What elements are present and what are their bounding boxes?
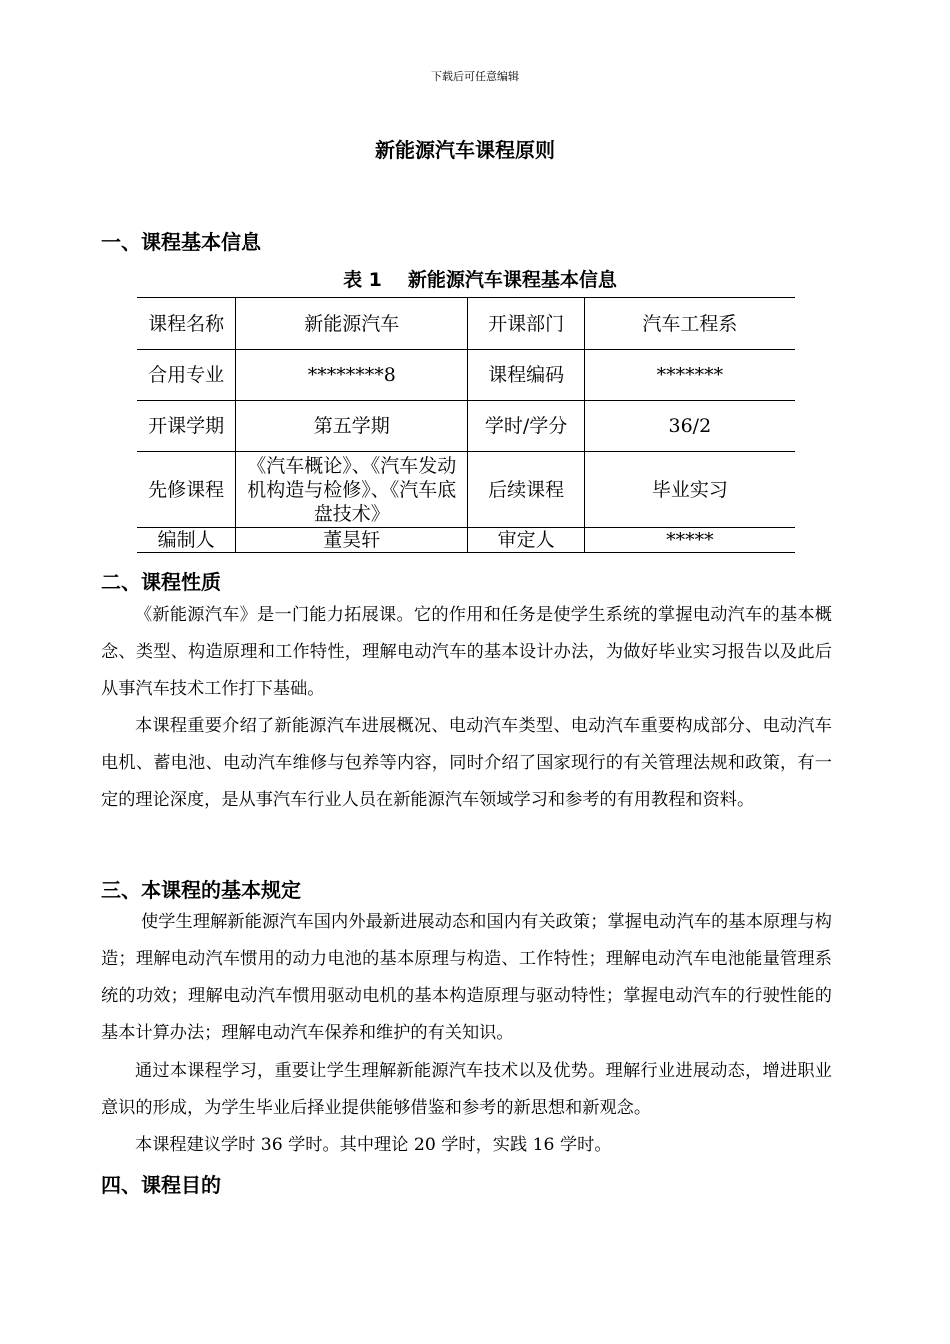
paragraph: 《新能源汽车》是一门能力拓展课。它的作用和任务是使学生系统的掌握电动汽车的基本概念、类型、构造原理和工作特性，理解电动汽车的基本设计办法，为做好毕业实习报告以及此后从事汽车技术工作打下基础。 — [101, 605, 832, 699]
table-cell: 36/2 — [584, 401, 795, 452]
table-cell: ********8 — [236, 350, 468, 401]
table-caption-text: 新能源汽车课程基本信息 — [407, 269, 617, 291]
table-cell: 新能源汽车 — [236, 298, 468, 350]
table-caption — [0, 265, 950, 292]
table-cell: ******* — [584, 350, 795, 401]
table-cell: ***** — [584, 528, 795, 553]
table-cell: 开课部门 — [468, 298, 584, 350]
table-cell: 开课学期 — [137, 401, 236, 452]
table-row — [137, 350, 795, 401]
table-cell: 审定人 — [468, 528, 584, 553]
table-row — [137, 528, 795, 553]
paragraph: 本课程建议学时 36 学时。其中理论 20 学时，实践 16 学时。 — [135, 1135, 612, 1155]
document-title: 新能源汽车课程原则 — [375, 138, 555, 162]
section-heading-basic-requirements: 三、本课程的基本规定 — [101, 878, 301, 902]
section-heading-course-objectives: 四、课程目的 — [101, 1173, 221, 1197]
table-cell: 课程编码 — [468, 350, 584, 401]
table-cell: 编制人 — [137, 528, 236, 553]
section-heading-course-nature: 二、课程性质 — [101, 570, 221, 594]
table-row — [137, 401, 795, 452]
table-cell: 先修课程 — [137, 452, 236, 528]
table-cell: 课程名称 — [137, 298, 236, 350]
table-cell: 后续课程 — [468, 452, 584, 528]
table-cell: 学时/学分 — [468, 401, 584, 452]
course-info-table — [137, 297, 795, 553]
table-row — [137, 298, 795, 350]
header-note: 下载后可任意编辑 — [431, 70, 519, 83]
table-row — [137, 452, 795, 528]
table-cell: 董昊轩 — [236, 528, 468, 553]
table-cell: 汽车工程系 — [584, 298, 795, 350]
table-cell: 《汽车概论》、《汽车发动机构造与检修》、《汽车底盘技术》 — [236, 452, 468, 528]
table-cell: 第五学期 — [236, 401, 468, 452]
paragraph: 通过本课程学习，重要让学生理解新能源汽车技术以及优势。理解行业进展动态，增进职业意识的形成，为学生毕业后择业提供能够借鉴和参考的新思想和新观念。 — [101, 1061, 832, 1118]
table-cell: 毕业实习 — [584, 452, 795, 528]
paragraph: 使学生理解新能源汽车国内外最新进展动态和国内有关政策；掌握电动汽车的基本原理与构造；理解电动汽车惯用的动力电池的基本原理与构造、工作特性；理解电动汽车电池能量管理系统的功效；理解电动汽车惯用驱动电机的基本构造原理与驱动特性；掌握电动汽车的行驶性能的基本计算办法；理解电动汽车保养和维护的有关知识。 — [101, 912, 832, 1043]
section-heading-basic-info: 一、课程基本信息 — [101, 230, 261, 254]
table-cell: 合用专业 — [137, 350, 236, 401]
paragraph: 本课程重要介绍了新能源汽车进展概况、电动汽车类型、电动汽车重要构成部分、电动汽车电机、蓄电池、电动汽车维修与包养等内容，同时介绍了国家现行的有关管理法规和政策，有一定的理论深度，是从事汽车行业人员在新能源汽车领域学习和参考的有用教程和资料。 — [101, 716, 832, 810]
table-caption-number: 表 1 — [343, 269, 382, 291]
